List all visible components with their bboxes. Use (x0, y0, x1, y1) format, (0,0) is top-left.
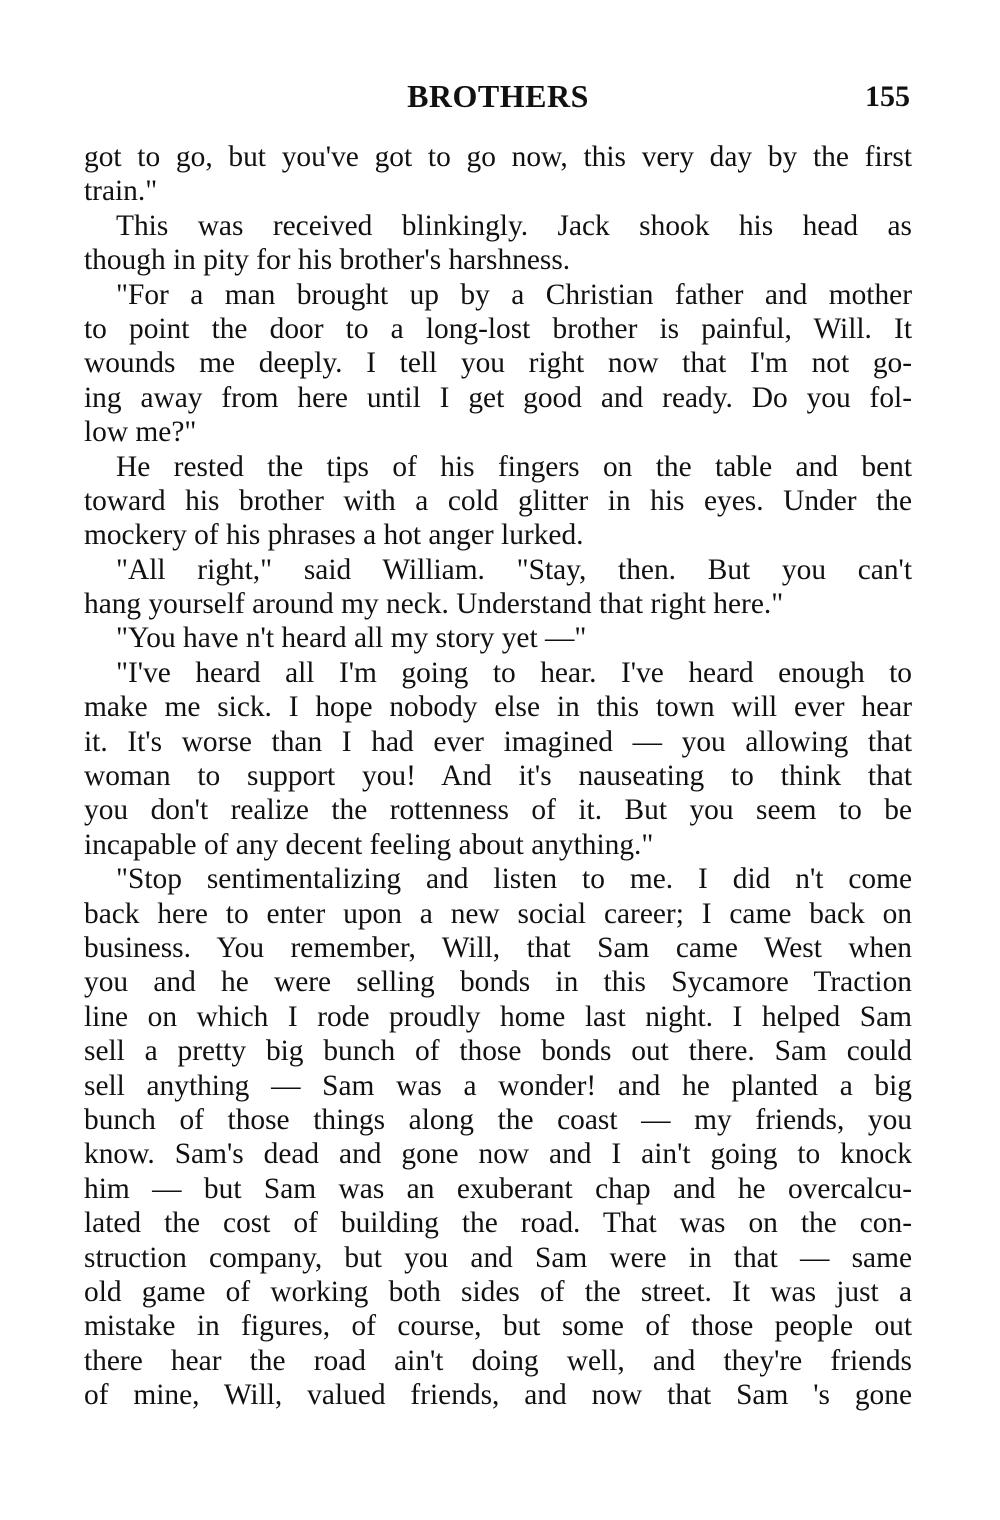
text-line: mockery of his phrases a hot anger lurked. (84, 519, 584, 552)
text-line: it. It's worse than I had ever imagined — you allowing that (84, 725, 912, 758)
text-line: back here to enter upon a new social career; I came back on (84, 897, 912, 930)
text-line: toward his brother with a cold glitter in his eyes. Under the (84, 484, 912, 517)
body-text (84, 140, 912, 1412)
text-line: sell a pretty big bunch of those bonds out there. Sam could (84, 1035, 912, 1068)
text-line: to point the door to a long-lost brother is painful, Will. It (84, 312, 912, 345)
text-line: "You have n't heard all my story yet —" (116, 622, 587, 655)
text-line: you and he were selling bonds in this Sycamore Traction (84, 966, 912, 999)
text-line: wounds me deeply. I tell you right now that I'm not go- (84, 347, 912, 380)
text-line: sell anything — Sam was a wonder! and he planted a big (84, 1069, 912, 1102)
text-line: train." (84, 175, 158, 208)
text-line: business. You remember, Will, that Sam came West when (84, 931, 912, 964)
text-line: woman to support you! And it's nauseating to think that (84, 760, 912, 793)
text-line: He rested the tips of his fingers on the table and bent (116, 450, 912, 483)
text-line: him — but Sam was an exuberant chap and he overcalcu- (84, 1172, 912, 1205)
text-line: "Stop sentimentalizing and listen to me. I did n't come (116, 863, 912, 896)
text-line: of mine, Will, valued friends, and now that Sam 's gone (84, 1379, 912, 1412)
text-line: know. Sam's dead and gone now and I ain't going to knock (84, 1138, 912, 1171)
running-head: BROTHERS (407, 78, 589, 114)
text-line: struction company, but you and Sam were in that — same (84, 1241, 912, 1274)
text-line: bunch of those things along the coast — my friends, you (84, 1103, 912, 1136)
text-line: make me sick. I hope nobody else in this town will ever hear (84, 691, 912, 724)
text-line: hang yourself around my neck. Understand that right here." (84, 588, 784, 621)
page-number: 155 (865, 80, 910, 113)
text-line: old game of working both sides of the street. It was just a (84, 1275, 912, 1308)
text-line: you don't realize the rottenness of it. But you seem to be (84, 794, 912, 827)
text-line: This was received blinkingly. Jack shook his head as (116, 209, 912, 242)
text-line: lated the cost of building the road. That was on the con- (84, 1207, 912, 1240)
text-line: "For a man brought up by a Christian father and mother (116, 278, 912, 311)
text-line: line on which I rode proudly home last night. I helped Sam (84, 1000, 912, 1033)
text-line: got to go, but you've got to go now, this very day by the first (84, 141, 912, 173)
text-line: ing away from here until I get good and ready. Do you fol- (84, 381, 912, 414)
page-header (84, 78, 912, 118)
text-line: "All right," said William. "Stay, then. But you can't (116, 553, 912, 586)
text-line: there hear the road ain't doing well, and they're friends (84, 1344, 912, 1377)
text-line: "I've heard all I'm going to hear. I've heard enough to (116, 656, 912, 689)
text-line: though in pity for his brother's harshness. (84, 244, 571, 277)
text-line: low me?" (84, 416, 197, 449)
text-line: incapable of any decent feeling about anything." (84, 828, 654, 861)
text-line: mistake in figures, of course, but some of those people out (84, 1310, 912, 1343)
